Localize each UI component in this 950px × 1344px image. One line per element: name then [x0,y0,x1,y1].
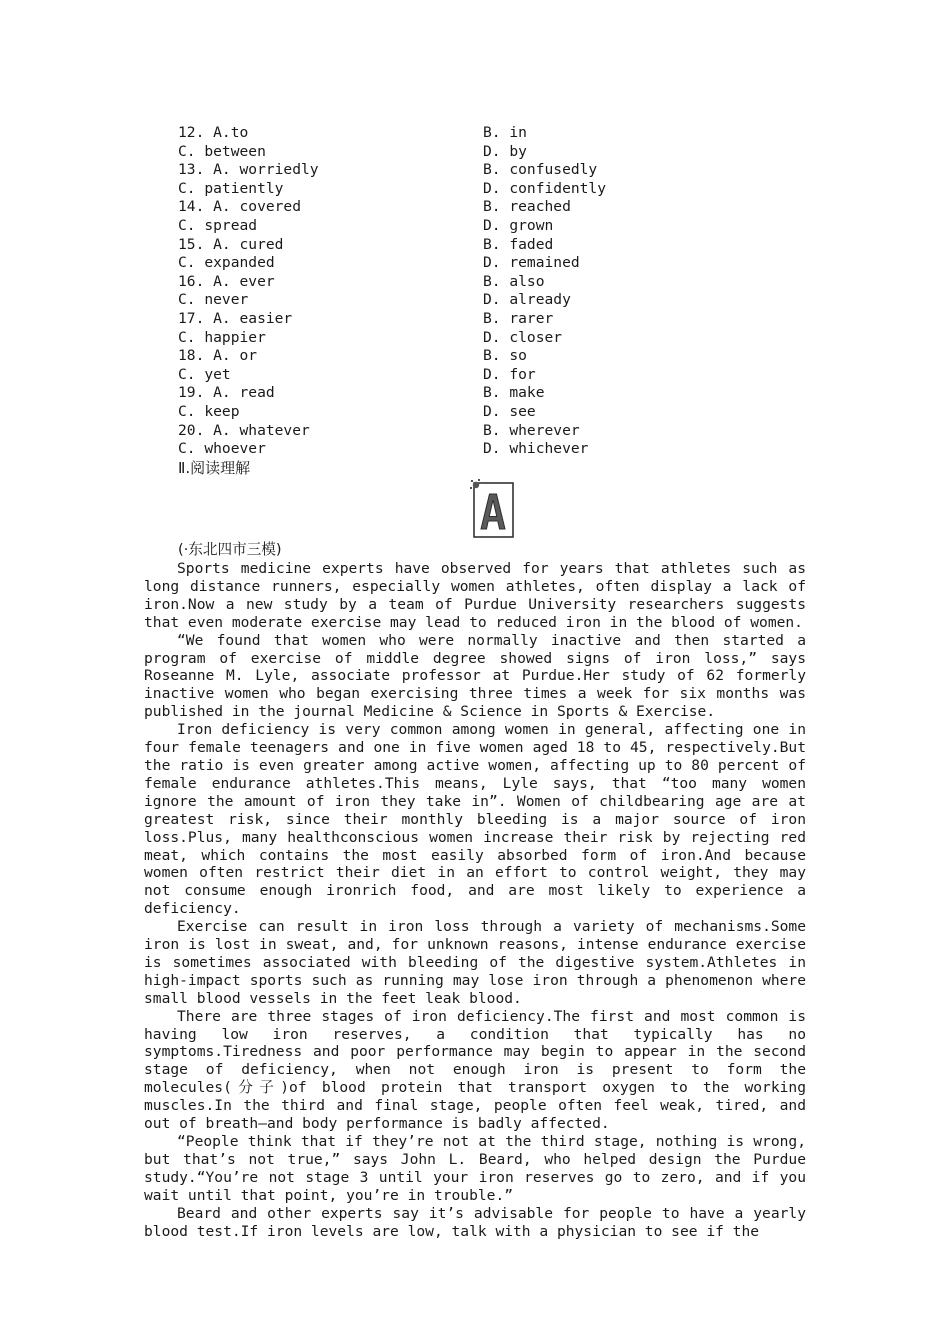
option-row [178,329,738,348]
option-right: D. remained [483,254,580,272]
option-left: C. yet [178,365,231,383]
option-right: D. confidently [483,179,607,197]
option-left: 20. A. whatever [178,421,310,439]
option-left: 12. A.to [178,124,249,141]
paragraph: Exercise can result in iron loss through a variety of mechanisms.Some iron is lost in sweat, and, for unknown reasons, intense endurance exercise is sometimes associated with bleeding of the digestive system.Athletes in high-impact sports such as running may lose iron through a phenomenon where small blood vessels in the feet leak blood. [144,918,806,1007]
paragraph: Beard and other experts say it’s advisable for people to have a yearly blood test.If iron levels are low, talk with a physician to see if the [144,1204,806,1240]
option-right: B. wherever [483,421,580,439]
option-left: C. expanded [178,254,275,272]
option-right: B. in [483,124,527,141]
option-row [178,254,738,273]
option-row [178,273,738,292]
option-right: B. confusedly [483,161,598,179]
option-right: D. grown [483,216,554,234]
option-left: C. whoever [178,440,266,458]
option-row [178,440,738,459]
option-left: C. spread [178,216,258,234]
option-row [178,180,738,199]
paragraph: There are three stages of iron deficiency.The first and most common is having low iron reserves, a condition that typically has no symptoms.Tiredness and poor performance may begin to appear in the second stage of deficiency, when not enough iron is present to form the molecules(分子)of blood protein that transport oxygen to the working muscles.In the third and final stage, people often feel weak, tired, and out of breath—and body performance is badly affected. [144,1007,806,1133]
option-right: B. make [483,384,545,402]
option-row [178,422,738,441]
paragraph: “We found that women who were normally inactive and then started a program of exercise of middle degree showed signs of iron loss,” says Roseanne M. Lyle, associate professor at Purdue.Her study of 62 formerly inactive women who began exercising three times a week for six months was published in the journal Medicine & Science in Sports & Exercise. [144,631,806,721]
option-row [178,198,738,217]
option-right: B. faded [483,235,554,253]
option-left: C. happier [178,328,266,346]
option-left: 13. A. worriedly [178,161,319,179]
passage-a-icon [468,477,516,539]
option-row [178,384,738,403]
option-right: D. closer [483,328,563,346]
option-left: 16. A. ever [178,272,275,290]
option-row [178,161,738,180]
option-row [178,347,738,366]
option-right: B. rarer [483,309,554,327]
option-row [178,403,738,422]
option-row [178,143,738,162]
option-right: B. so [483,347,527,365]
passage-source: (·东北四市三模) [178,541,282,558]
option-left: C. between [178,142,266,160]
option-left: C. patiently [178,179,284,197]
option-row [178,236,738,255]
section-heading: Ⅱ.阅读理解 [178,459,251,477]
option-left: 15. A. cured [178,235,284,253]
option-row [178,217,738,236]
option-right: D. see [483,402,536,420]
paragraph: Sports medicine experts have observed for years that athletes such as long distance runners, especially women athletes, often display a lack of iron.Now a new study by a team of Purdue University researchers suggests that even moderate exercise may lead to reduced iron in the blood of women. [144,560,806,631]
option-row [178,310,738,329]
option-left: 17. A. easier [178,309,293,327]
option-right: B. reached [483,198,571,216]
option-row [178,124,738,143]
option-left: C. keep [178,402,240,420]
option-left: C. never [178,291,249,309]
option-right: D. for [483,365,536,383]
paragraph: Iron deficiency is very common among women in general, affecting one in four female teenagers and one in five women aged 18 to 45, respectively.But the ratio is even greater among active women, affecting up to 80 percent of female endurance athletes.This means, Lyle says, that “too many women ignore the amount of iron they take in”. Women of childbearing age are at greatest risk, since their monthly bleeding is a major source of iron loss.Plus, many healthconscious women increase their risk by rejecting red meat, which contains the most easily absorbed form of iron.And because women often restrict their diet in an effort to control weight, they may not consume enough ironrich food, and are most likely to experience a deficiency. [144,721,806,918]
reading-passage [144,560,806,1240]
passage-label: A [468,477,469,478]
paragraph: “People think that if they’re not at the third stage, nothing is wrong, but that’s not true,” says John L. Beard, who helped design the Purdue study.“You’re not stage 3 until your iron reserves go to zero, and if you wait until that point, you’re in trouble.” [144,1133,806,1204]
option-left: 18. A. or [178,347,258,365]
option-left: 19. A. read [178,384,275,402]
option-right: D. whichever [483,440,589,458]
option-row [178,366,738,385]
option-right: B. also [483,272,545,290]
option-right: D. by [483,142,527,160]
option-row [178,291,738,310]
option-right: D. already [483,291,571,309]
option-left: 14. A. covered [178,198,302,216]
cloze-options [178,124,738,459]
